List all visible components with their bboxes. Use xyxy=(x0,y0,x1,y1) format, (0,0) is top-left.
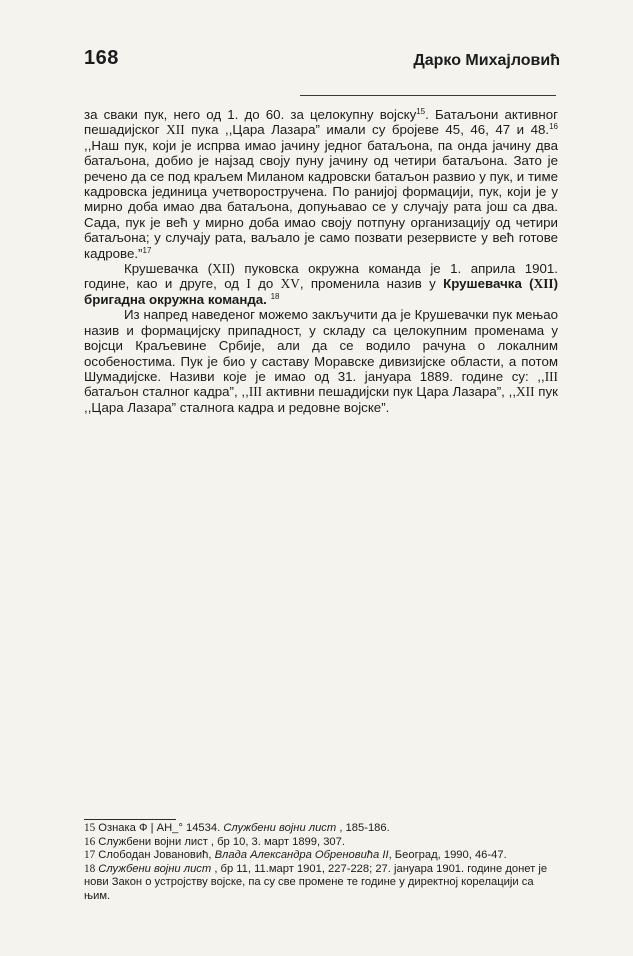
footnote-text: , бр 11, 11.март 1901, 227-228; 27. јануара 1901. године донет је нови Закон о устројству војске, па су све промене те године у директној корелацији са њим. xyxy=(84,862,548,902)
header-rule xyxy=(300,95,556,96)
footnote-ref-18: 18 xyxy=(270,291,280,301)
bold-text-b: ) бригадна окружна команда. xyxy=(84,276,559,307)
roman-numeral: XII xyxy=(166,122,185,138)
footnote-15 xyxy=(84,822,558,836)
footnote-17 xyxy=(84,849,558,863)
footnote-italic: Службени војни лист xyxy=(223,822,337,834)
footnote-ref-16: 16 xyxy=(549,122,558,132)
p3-text-b: батаљон сталног кадра”, ,, xyxy=(84,384,249,400)
footnotes xyxy=(84,822,558,904)
roman-numeral: XII xyxy=(516,384,535,400)
p3-text-a: Из напред наведеног можемо закључити да је Крушевачки пук мењао назив и формацијску припадност, у складу са целокупним променама у војсци Краљевине Србије, али да се водило рачуна о локалним особеностима. Пук је био у саставу Моравске дивизијске области, а потом Шумадијске. Називи које је имао од 31. јануара 1889. године су: ,, xyxy=(84,307,558,384)
p1-text-c: пука ,,Цара Лазара” имали су бројеве 45, 46, 47 и 48. xyxy=(184,122,550,138)
roman-numeral: I xyxy=(246,276,251,292)
roman-numeral: III xyxy=(248,384,263,400)
p1-text-b: . Батаљони активног пешадијског xyxy=(84,107,558,138)
p3-text-c: активни пешадијски пук Цара Лазара”, ,, xyxy=(262,384,517,400)
bold-text-a: Крушевачка ( xyxy=(443,276,534,292)
footnote-ref-17: 17 xyxy=(142,245,152,255)
footnote-text: Службени војни лист , бр 10, 3. март 1899, 307. xyxy=(95,835,345,848)
footnote-18 xyxy=(84,863,558,904)
p2-text-d: , променила назив у xyxy=(299,276,444,292)
roman-numeral: III xyxy=(544,368,558,384)
body-text xyxy=(84,107,558,415)
roman-numeral: XII xyxy=(212,261,231,277)
footnote-ref-15: 15 xyxy=(416,107,426,116)
p1-text-a: за сваки пук, него од 1. до 60. за целокупну војску xyxy=(84,107,417,122)
running-head-author: Дарко Михајловић xyxy=(413,52,560,69)
footnote-number: 16 xyxy=(84,835,96,848)
footnote-number: 17 xyxy=(84,849,96,862)
p3-text-d: пук ,,Цара Лазара” сталнога кадра и редовне војске”. xyxy=(84,384,558,415)
paragraph-3 xyxy=(84,307,558,415)
p2-text-a: Крушевачка ( xyxy=(124,261,213,277)
footnote-rule xyxy=(84,819,176,820)
page-number: 168 xyxy=(84,47,119,69)
footnote-number: 18 xyxy=(84,862,96,875)
footnote-text: , Београд, 1990, 46-47. xyxy=(388,849,507,862)
footnote-italic: Службени војни лист xyxy=(95,862,212,875)
paragraph-2 xyxy=(84,261,558,307)
footnote-number: 15 xyxy=(84,822,96,834)
paragraph-1 xyxy=(84,107,558,261)
p2-text-c: до xyxy=(250,276,281,292)
roman-numeral: XII xyxy=(533,276,554,292)
footnote-text: Слободан Јовановић, xyxy=(95,849,215,862)
footnote-italic: Влада Александра Обреновића II xyxy=(214,849,389,862)
footnote-16 xyxy=(84,836,558,850)
p1-quote: ,,Наш пук, који је испрва имао јачину једног батаљона, па онда јачину два батаљона, добио је најзад своју пуну јачину од четири батаљона. Зато је речено да се под краљем Миланом кадровски батаљон развио у пук, и тиме кадровска јединица учетворостручена. По ранијој формацији, пук, који је у мирно доба имао два батаљона, допуњавао се у случају рата још са два. Сада, пук је већ у мирно доба имао своју потпуну организацију од четири батаљона; у случају рата, ваљало је само позвати резервисте у већ готове кадрове.” xyxy=(84,137,558,261)
footnote-text: , 185-186. xyxy=(336,822,390,834)
footnote-text: Ознака Ф | АН_° 14534. xyxy=(95,822,224,834)
p2-text-b: ) пуковска окружна команда је 1. априла 1901. године, као и друге, од xyxy=(84,261,558,292)
roman-numeral: XV xyxy=(280,276,300,292)
